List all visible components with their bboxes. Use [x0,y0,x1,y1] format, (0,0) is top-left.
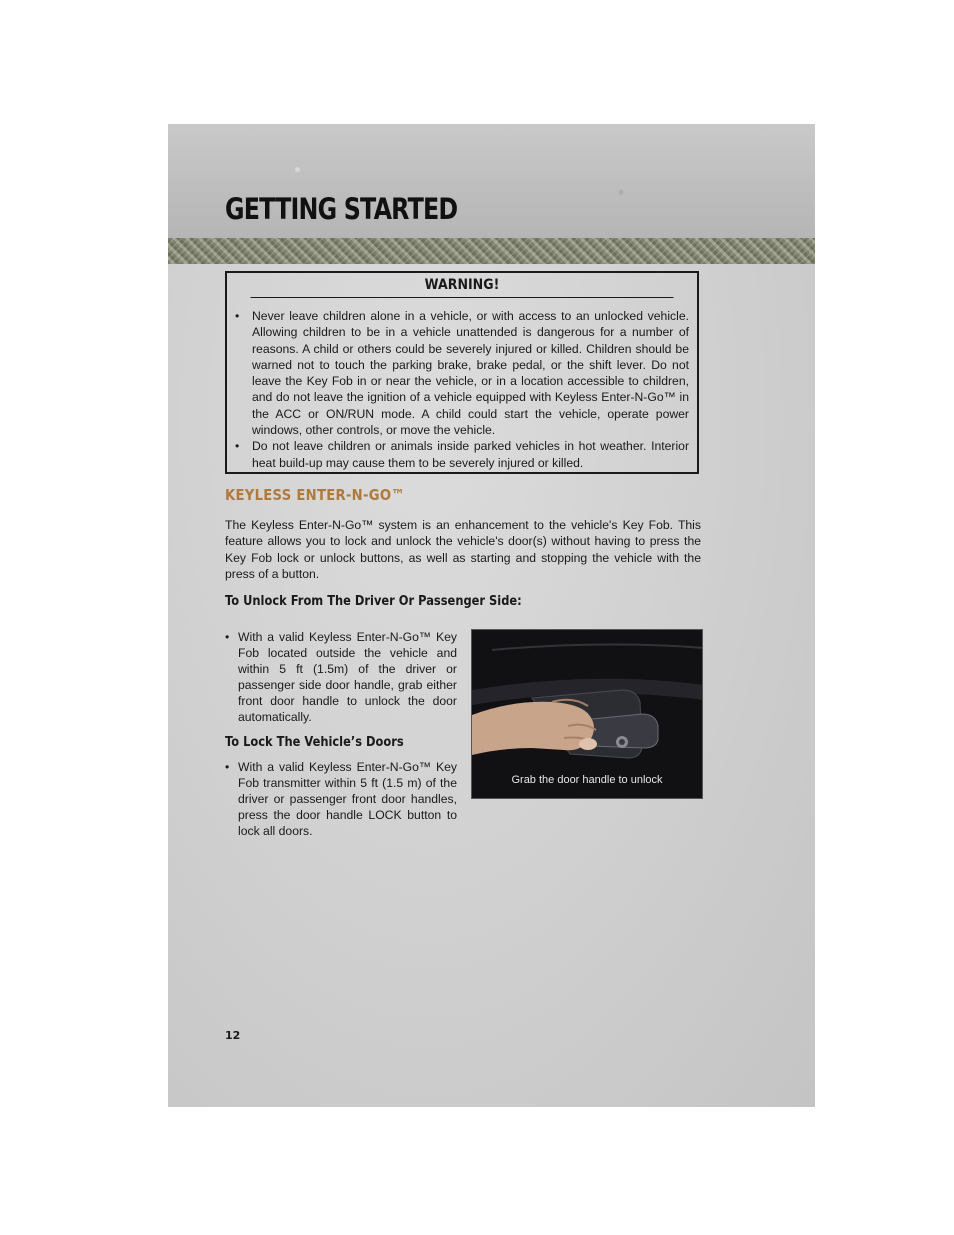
warning-item: • Do not leave children or animals inside parked vehicles in hot weather. Interior heat build-up may cause them to be severely injured or killed. [235,438,689,471]
door-handle-photo [471,629,703,799]
warning-title: WARNING! [251,273,674,298]
photo-caption: Grab the door handle to unlock [511,774,663,786]
unlock-list [225,629,457,725]
header-texture-strip [168,238,815,264]
warning-box [225,271,699,474]
list-item: • With a valid Keyless Enter-N-Go™ Key Fob transmitter within 5 ft (1.5 m) of the driver or passenger front door handles, press the door handle LOCK button to lock all doors. [225,759,457,839]
page-number: 12 [225,1029,241,1042]
warning-list [227,298,697,471]
page-title: GETTING STARTED [225,192,458,226]
warning-item: • Never leave children alone in a vehicle, or with access to an unlocked vehicle. Allowing children to be in a vehicle unattended is dangerous for a number of reasons. A child or others could be severely injured or killed. Children should be warned not to touch the parking brake, brake pedal, or the shift lever. Do not leave the Key Fob in or near the vehicle, or in a location accessible to children, and do not leave the ignition of a vehicle equipped with Keyless Enter-N-Go™ in the ACC or ON/RUN mode. A child could start the vehicle, operate power windows, other controls, or move the vehicle. [235,308,689,438]
section-intro: The Keyless Enter-N-Go™ system is an enhancement to the vehicle's Key Fob. This feature allows you to lock and unlock the vehicle's door(s) without having to press the Key Fob lock or unlock buttons, as well as starting and stopping the vehicle with the press of a button. [225,518,701,582]
manual-page [168,124,815,1107]
section-heading: KEYLESS ENTER-N-GO™ [225,486,405,504]
list-item: • With a valid Keyless Enter-N-Go™ Key Fob located outside the vehicle and within 5 ft (1.5m) of the driver or passenger side door handle, grab either front door handle to unlock the door automatically. [225,629,457,725]
unlock-heading: To Unlock From The Driver Or Passenger Side: [225,594,522,609]
lock-heading: To Lock The Vehicle’s Doors [225,735,404,750]
lock-list [225,759,457,839]
header-band [168,124,815,238]
